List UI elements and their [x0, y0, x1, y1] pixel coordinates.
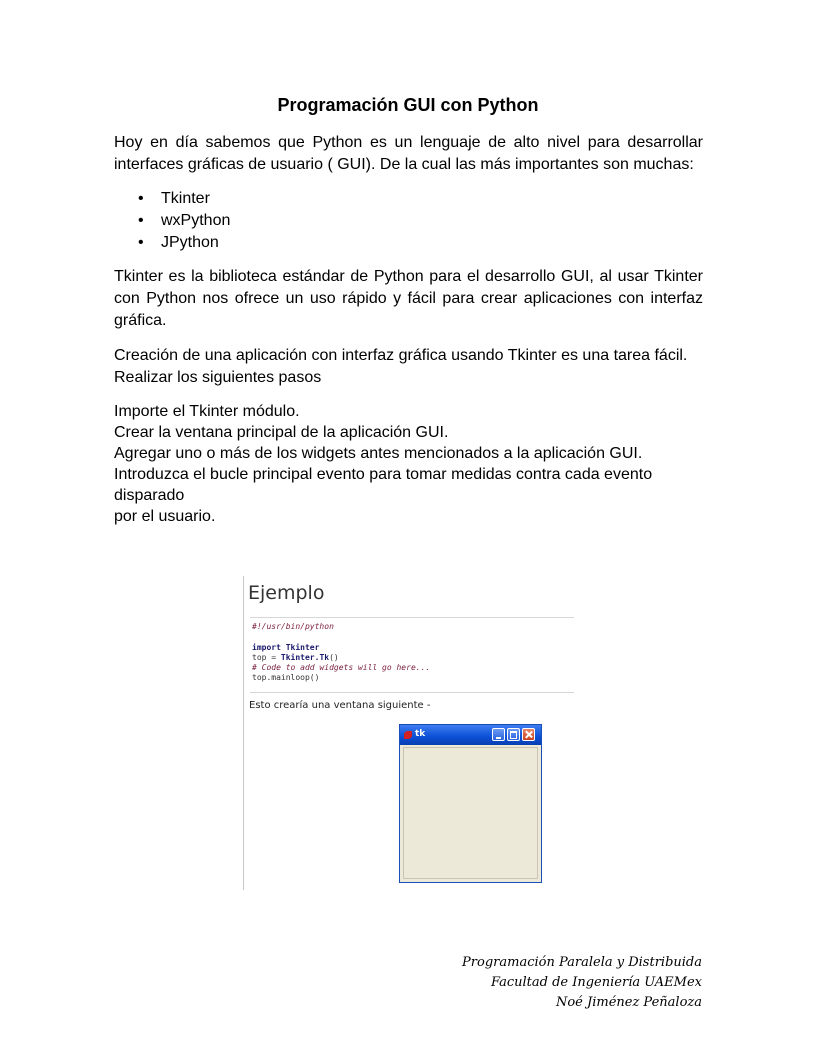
- step-line: Agregar uno o más de los widgets antes mencionados a la aplicación GUI.: [114, 445, 643, 462]
- library-list: [114, 188, 230, 254]
- list-item: • wxPython: [114, 210, 230, 232]
- steps-block: [114, 401, 703, 527]
- code-mainloop: top.mainloop(): [252, 673, 320, 682]
- example-screenshot: [243, 576, 576, 890]
- close-icon: [522, 728, 535, 741]
- list-item: • Tkinter: [114, 188, 230, 210]
- code-top-line: [252, 653, 339, 663]
- step-line: Crear la ventana principal de la aplicación GUI.: [114, 424, 449, 441]
- code-call: Tkinter.Tk: [280, 653, 330, 662]
- code-shebang: #!/usr/bin/python: [252, 622, 334, 631]
- tkinter-paragraph: Tkinter es la biblioteca estándar de Python para el desarrollo GUI, al usar Tkinter con Python nos ofrece un uso rápido y fácil para crear aplicaciones con interfaz gráfica.: [114, 268, 703, 329]
- code-keyword: import: [252, 643, 281, 652]
- tk-titlebar: [400, 725, 541, 745]
- list-item: • JPython: [114, 232, 230, 254]
- maximize-icon: [507, 728, 520, 741]
- code-comment: # Code to add widgets will go here...: [252, 663, 431, 672]
- steps-intro-paragraph: Creación de una aplicación con interfaz gráfica usando Tkinter es una tarea fácil. Realizar los siguientes pasos: [114, 347, 688, 386]
- tk-feather-icon: [404, 731, 412, 739]
- step-line: Importe el Tkinter módulo.: [114, 403, 300, 420]
- step-line: disparado: [114, 487, 185, 504]
- code-module: Tkinter: [280, 643, 320, 652]
- page-footer: [462, 953, 702, 1013]
- page-title: Programación GUI con Python: [277, 95, 539, 115]
- intro-paragraph: Hoy en día sabemos que Python es un lenguaje de alto nivel para desarrollar interfaces gráficas de usuario ( GUI). De la cual las más importantes son muchas:: [114, 134, 703, 173]
- example-caption: Esto crearía una ventana siguiente -: [249, 700, 431, 711]
- code-block: [250, 617, 574, 693]
- minimize-icon: [492, 728, 505, 741]
- example-heading: Ejemplo: [248, 582, 325, 604]
- tk-client-area: [403, 747, 538, 879]
- tk-window: [399, 724, 542, 883]
- tk-window-title: tk: [415, 729, 426, 739]
- step-line: por el usuario.: [114, 508, 216, 525]
- code-assign: top =: [252, 653, 281, 662]
- code-parens: (): [329, 653, 339, 662]
- step-line: Introduzca el bucle principal evento para tomar medidas contra cada evento: [114, 466, 653, 483]
- footer-author: Noé Jiménez Peñaloza: [555, 995, 702, 1010]
- code-import-line: [252, 643, 319, 653]
- footer-course: Programación Paralela y Distribuida: [462, 955, 702, 970]
- footer-faculty: Facultad de Ingeniería UAEMex: [490, 975, 702, 990]
